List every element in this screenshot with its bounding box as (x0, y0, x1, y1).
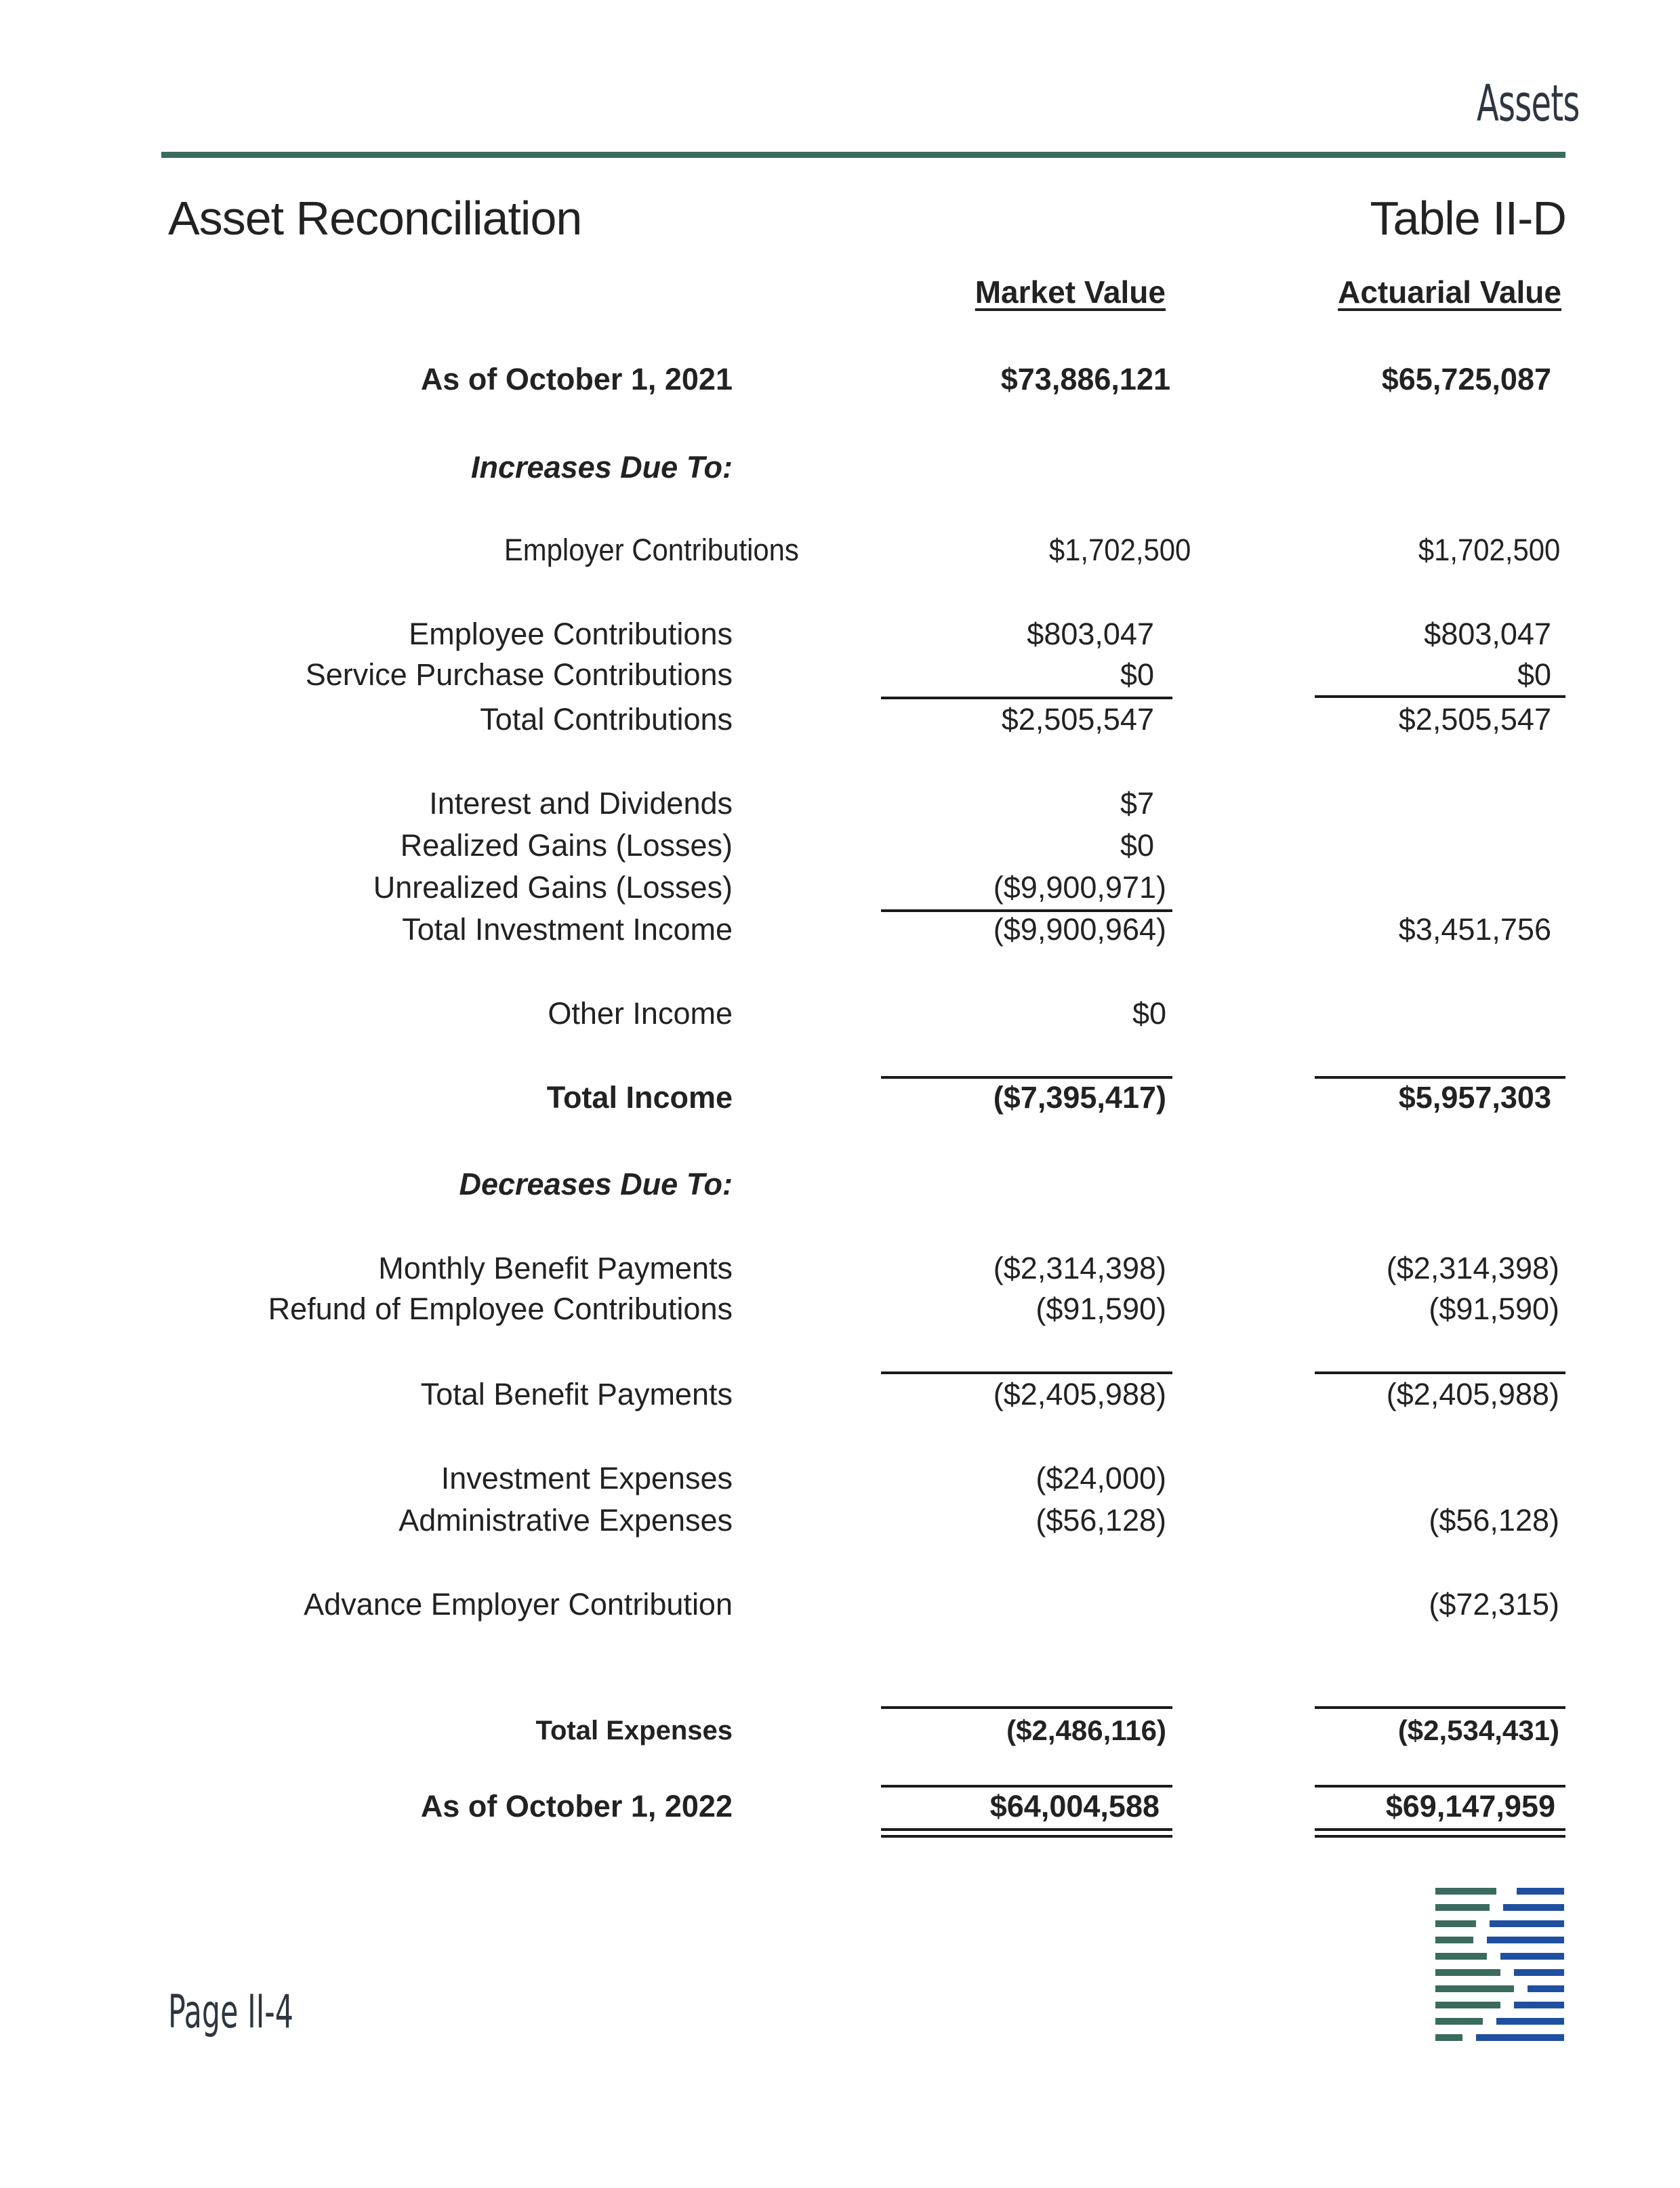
total-double-rule (881, 1835, 1172, 1838)
market-value-cell: ($2,405,988) (993, 1377, 1166, 1411)
row-label: Unrealized Gains (Losses) (373, 870, 733, 905)
market-value-cell: ($7,395,417) (993, 1080, 1166, 1115)
table-row (0, 1251, 1680, 1292)
subtotal-rule (881, 1706, 1172, 1709)
actuarial-value-cell: ($2,405,988) (1386, 1377, 1559, 1411)
row-label: Total Investment Income (402, 912, 733, 947)
subtotal-rule (881, 1785, 1172, 1788)
table-row (0, 362, 1680, 402)
actuarial-value-cell: ($56,128) (1429, 1503, 1559, 1537)
table-row (0, 1503, 1680, 1544)
actuarial-value-cell: $69,147,959 (1385, 1789, 1555, 1823)
total-double-rule (1315, 1835, 1565, 1838)
row-label: Realized Gains (Losses) (400, 828, 733, 863)
market-value-cell: $73,886,121 (1000, 362, 1170, 396)
actuarial-value-cell: ($91,590) (1429, 1292, 1559, 1326)
actuarial-value-cell: $803,047 (1424, 617, 1551, 651)
subtotal-rule (1315, 1706, 1565, 1709)
market-value-cell: $1,702,500 (1048, 533, 1191, 567)
table-row (0, 1292, 1680, 1332)
table-row (0, 1461, 1680, 1502)
row-label: As of October 1, 2022 (420, 1789, 733, 1823)
table-row (0, 912, 1680, 953)
market-value-header: Market Value (975, 274, 1166, 310)
table-row (0, 870, 1680, 911)
market-value-cell: ($56,128) (1036, 1503, 1166, 1537)
actuarial-value-cell: ($2,314,398) (1386, 1251, 1559, 1285)
row-label: Increases Due To: (471, 450, 733, 484)
table-row (0, 1587, 1680, 1628)
actuarial-value-cell: $65,725,087 (1381, 362, 1551, 396)
subtotal-rule (881, 697, 1172, 699)
actuarial-value-cell: $2,505,547 (1398, 702, 1551, 737)
row-label: Administrative Expenses (398, 1503, 733, 1537)
market-value-cell: $0 (1120, 828, 1154, 863)
actuarial-value-cell: $5,957,303 (1398, 1080, 1551, 1115)
subtotal-rule (1315, 1076, 1565, 1079)
market-value-cell: ($24,000) (1036, 1461, 1166, 1495)
market-value-cell: ($2,486,116) (1006, 1714, 1166, 1746)
table-row (0, 1713, 1680, 1754)
row-label: Total Expenses (535, 1716, 733, 1746)
row-label: Refund of Employee Contributions (268, 1292, 733, 1326)
table-row (0, 657, 1680, 698)
row-label: Total Benefit Payments (420, 1377, 733, 1411)
market-value-cell: ($9,900,971) (993, 870, 1166, 905)
actuarial-value-cell: ($2,534,431) (1397, 1714, 1559, 1746)
subtotal-rule (1315, 695, 1565, 698)
section-heading (0, 450, 1680, 491)
actuarial-value-cell: $0 (1517, 657, 1551, 692)
page-title: Asset Reconciliation (168, 192, 582, 245)
row-label: Total Contributions (480, 702, 733, 737)
actuarial-value-cell: $3,451,756 (1398, 912, 1551, 947)
logo-stripes (1435, 1888, 1564, 2041)
table-row (0, 1080, 1680, 1121)
actuarial-value-cell: $1,702,500 (1418, 533, 1561, 567)
section-heading (0, 1167, 1680, 1207)
total-double-rule (1315, 1828, 1565, 1831)
row-label: Investment Expenses (441, 1461, 733, 1495)
subtotal-rule (1315, 1371, 1565, 1374)
table-id: Table II-D (1370, 192, 1566, 245)
subtotal-rule (881, 1371, 1172, 1374)
row-label: Employer Contributions (504, 533, 799, 567)
row-label: Advance Employer Contribution (304, 1587, 733, 1622)
market-value-cell: $0 (1120, 657, 1154, 692)
table-row (0, 617, 1680, 657)
row-label: As of October 1, 2021 (420, 362, 733, 396)
table-row (0, 786, 1680, 827)
page-number: Page II-4 (168, 1985, 294, 2039)
market-value-cell: ($91,590) (1036, 1292, 1166, 1326)
row-label: Decreases Due To: (459, 1167, 733, 1201)
row-label: Service Purchase Contributions (305, 657, 733, 692)
actuarial-value-header: Actuarial Value (1338, 274, 1561, 310)
market-value-cell: $64,004,588 (989, 1789, 1160, 1823)
table-row (118, 533, 1680, 573)
subtotal-rule (1315, 1785, 1565, 1788)
table-row (0, 996, 1680, 1037)
actuarial-value-cell: ($72,315) (1429, 1587, 1559, 1622)
total-double-rule (881, 1828, 1172, 1831)
market-value-cell: ($2,314,398) (993, 1251, 1166, 1285)
table-row (0, 1377, 1680, 1418)
table-row (0, 828, 1680, 869)
market-value-cell: $803,047 (1027, 617, 1154, 651)
row-label: Interest and Dividends (429, 786, 733, 821)
table-row (0, 702, 1680, 743)
subtotal-rule (881, 1076, 1172, 1079)
table-row (0, 1789, 1680, 1830)
market-value-cell: $2,505,547 (1001, 702, 1154, 737)
company-logo (1435, 1881, 1564, 2050)
row-label: Other Income (548, 996, 733, 1031)
header-rule (161, 152, 1565, 158)
market-value-cell: $7 (1120, 786, 1154, 821)
row-label: Total Income (546, 1080, 733, 1115)
row-label: Employee Contributions (409, 617, 733, 651)
section-label: Assets (1477, 75, 1580, 133)
row-label: Monthly Benefit Payments (378, 1251, 733, 1285)
market-value-cell: $0 (1132, 996, 1166, 1031)
market-value-cell: ($9,900,964) (993, 912, 1166, 947)
